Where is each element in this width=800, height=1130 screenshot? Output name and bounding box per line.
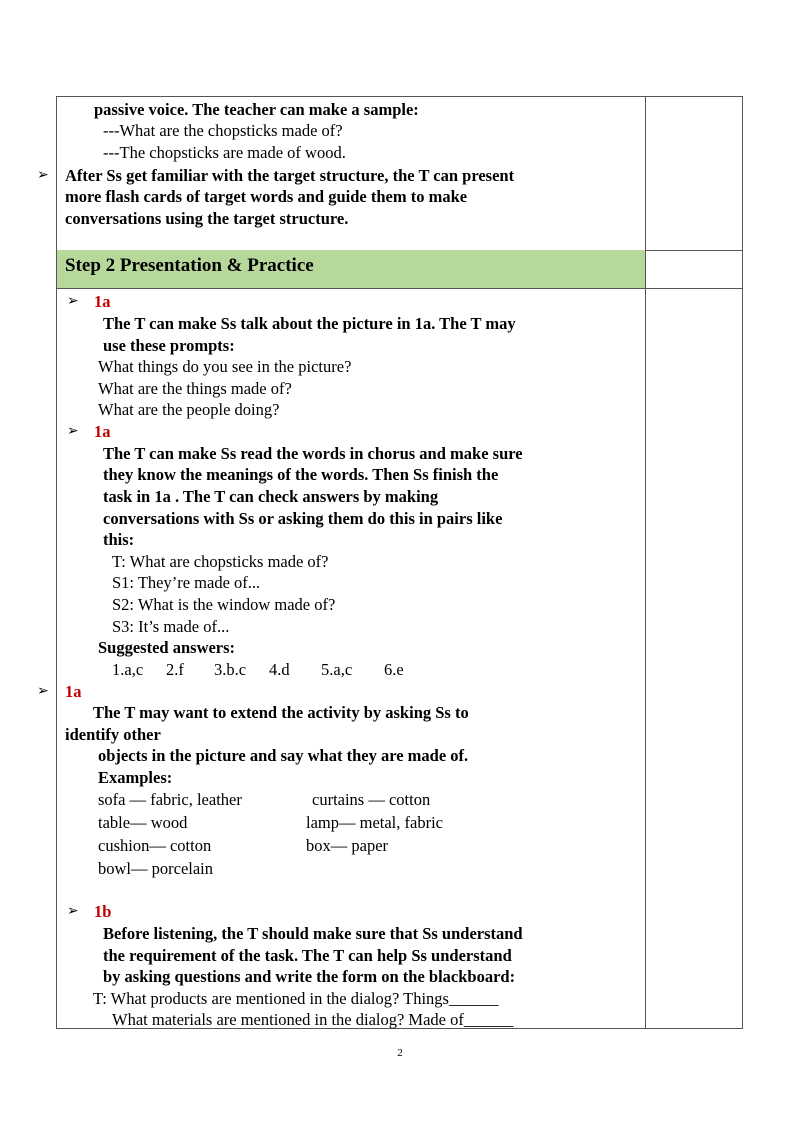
sec1-line-5: What are the people doing? [98,400,280,419]
section-label: 1a [65,682,82,701]
sec4-line-5: What materials are mentioned in the dialog? Made of______ [112,1010,514,1029]
section-label: 1a [94,292,111,311]
sec2-line-6: T: What are chopsticks made of? [112,552,329,571]
sec4-line-1: Before listening, the T should make sure that Ss understand [103,924,523,943]
bullet-arrow-icon: ➢ [67,904,79,919]
answer-item: 4.d [269,660,290,679]
sec2-line-10: Suggested answers: [98,638,236,657]
sec2-line-3: task in 1a . The T can check answers by making [103,487,439,506]
lead-line-2: ---What are the chopsticks made of? [103,121,343,140]
example-item: lamp— metal, fabric [306,813,443,832]
sec2-line-7: S1: They’re made of... [112,573,261,592]
step-header [57,250,645,288]
sec4-line-3: by asking questions and write the form on the blackboard: [103,967,516,986]
sec2-line-2: they know the meanings of the words. Then Ss finish the [103,465,499,484]
sec4-line-4: T: What products are mentioned in the dialog? Things______ [93,989,499,1008]
sec2-line-9: S3: It’s made of... [112,617,230,636]
sec1-line-2: use these prompts: [103,336,235,355]
lead-line-6: conversations using the target structure. [65,209,349,228]
bullet-arrow-icon: ➢ [37,684,49,699]
example-item: curtains — cotton [312,790,431,809]
sec4-line-2: the requirement of the task. The T can help Ss understand [103,946,512,965]
bullet-arrow-icon: ➢ [67,294,79,309]
bullet-arrow-icon: ➢ [67,424,79,439]
lead-line-5: more flash cards of target words and guide them to make [65,187,468,206]
sec1-line-3: What things do you see in the picture? [98,357,352,376]
lead-line-1: passive voice. The teacher can make a sample: [94,100,419,119]
sec2-line-5: this: [103,530,135,549]
sec1-line-4: What are the things made of? [98,379,292,398]
step-header-title: Step 2 Presentation & Practice [65,255,314,276]
sec2-line-1: The T can make Ss read the words in chorus and make sure [103,444,523,463]
example-item: sofa — fabric, leather [98,790,242,809]
answer-item: 2.f [166,660,184,679]
bullet-arrow-icon: ➢ [37,168,49,183]
sec3-line-4: Examples: [98,768,173,787]
sec1-line-1: The T can make Ss talk about the picture in 1a. The T may [103,314,516,333]
lead-line-3: ---The chopsticks are made of wood. [103,143,346,162]
sec2-line-4: conversations with Ss or asking them do this in pairs like [103,509,503,528]
example-item: cushion— cotton [98,836,212,855]
answer-item: 1.a,c [112,660,144,679]
row-divider [57,288,742,289]
column-divider [645,97,646,1028]
example-item: bowl— porcelain [98,859,214,878]
answer-item: 5.a,c [321,660,353,679]
sec3-line-2: identify other [65,725,161,744]
example-item: box— paper [306,836,389,855]
sec3-line-3: objects in the picture and say what they are made of. [98,746,469,765]
lead-line-4: After Ss get familiar with the target structure, the T can present [65,166,515,185]
answer-item: 6.e [384,660,404,679]
example-item: table— wood [98,813,188,832]
sec2-line-8: S2: What is the window made of? [112,595,336,614]
section-label: 1b [94,902,112,921]
sec3-line-1: The T may want to extend the activity by asking Ss to [93,703,469,722]
page-number: 2 [397,1047,403,1059]
answer-item: 3.b.c [214,660,247,679]
section-label: 1a [94,422,111,441]
